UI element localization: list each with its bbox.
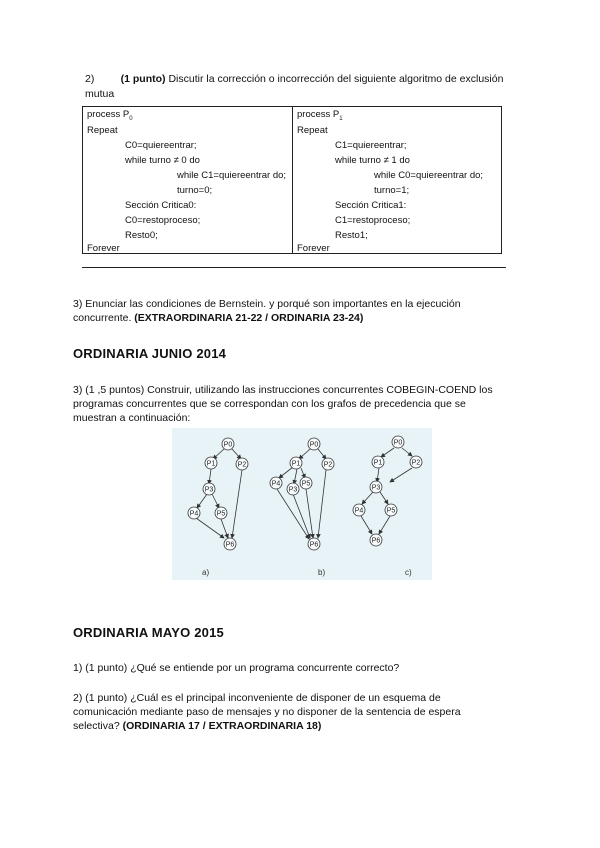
graph-caption-b: b): [318, 568, 326, 577]
code-line: C0=restoproceso;: [125, 215, 201, 226]
code-line: Forever: [87, 243, 120, 254]
graph-caption-a: a): [202, 568, 210, 577]
node-label: P2: [411, 459, 421, 467]
question-text: Discutir la corrección o incorrección del siguiente algoritmo de exclusión: [168, 73, 504, 85]
question-text-continued: mutua: [85, 88, 115, 100]
correct-program-question: 1) (1 punto) ¿Qué se entiende por un programa concurrente correcto?: [73, 662, 400, 674]
section-heading-2014: ORDINARIA JUNIO 2014: [73, 346, 227, 361]
node-label: P1: [373, 459, 383, 467]
node-label: P3: [288, 486, 298, 494]
question-2-header: [85, 72, 515, 102]
node-label: P6: [309, 541, 319, 549]
node-label: P1: [291, 460, 301, 468]
exam-tag: (EXTRAORDINARIA 21-22 / ORDINARIA 23-24): [134, 312, 364, 324]
section-heading-2015: ORDINARIA MAYO 2015: [73, 625, 224, 640]
code-line: while turno ≠ 1 do: [335, 155, 410, 166]
cobegin-question: 3) (1 ,5 puntos) Construir, utilizando las instrucciones concurrentes COBEGIN-COEND los programas concurrentes que se correspondan con los grafos de precedencia que se muestran a continuación:: [73, 384, 493, 424]
question-number: 2): [85, 73, 95, 85]
code-line: Repeat: [87, 125, 118, 136]
divider: [82, 267, 506, 268]
message-passing-question: 2) (1 punto) ¿Cuál es el principal inconveniente de disponer de un esquema de comunicación mediante paso de mensajes y no disponer de la sentencia de espera selectiva? (ORDINARIA 17 / EXTRAORDINARIA 18): [73, 692, 461, 732]
node-label: P3: [371, 484, 381, 492]
code-line: Sección Critica0:: [125, 200, 197, 211]
node-label: P6: [225, 541, 235, 549]
code-table: [82, 106, 502, 254]
node-label: P5: [301, 480, 311, 488]
code-line: Repeat: [297, 125, 328, 136]
code-line: turno=0;: [177, 185, 213, 196]
code-line: while turno ≠ 0 do: [125, 155, 200, 166]
code-line: Resto1;: [335, 230, 368, 241]
code-column-p0: [83, 107, 293, 253]
code-line: Forever: [297, 243, 330, 254]
node-label: P4: [354, 507, 364, 515]
node-label: P6: [371, 537, 381, 545]
code-line: Sección Critica1:: [335, 200, 407, 211]
code-line: while C1=quiereentrar do;: [177, 170, 287, 181]
node-label: P2: [323, 461, 333, 469]
node-label: P5: [386, 507, 396, 515]
code-line: C0=quiereentrar;: [125, 140, 197, 151]
process-header: process $P_0$: [87, 109, 133, 122]
graph-caption-c: c): [405, 568, 412, 577]
precedence-graphs-figure: [172, 428, 432, 580]
node-label: P0: [393, 439, 403, 447]
process-header: process $P_1$: [297, 109, 343, 122]
exam-tag: (ORDINARIA 17 / EXTRAORDINARIA 18): [122, 720, 322, 732]
node-label: P0: [223, 441, 233, 449]
node-label: P5: [216, 510, 226, 518]
node-label: P0: [309, 441, 319, 449]
code-line: while C0=quiereentrar do;: [374, 170, 484, 181]
question-points: (1 punto): [120, 73, 166, 85]
bernstein-question: 3) Enunciar las condiciones de Bernstein. y porqué son importantes en la ejecución concurrente. (EXTRAORDINARIA 21-22 / ORDINARIA 23-24): [73, 298, 461, 324]
precedence-graphs-svg: [172, 428, 432, 580]
node-label: P2: [237, 461, 247, 469]
node-label: P4: [189, 510, 199, 518]
code-line: C1=restoproceso;: [335, 215, 411, 226]
code-column-p1: [292, 107, 501, 253]
code-line: C1=quiereentrar;: [335, 140, 407, 151]
node-label: P4: [271, 480, 281, 488]
code-line: turno=1;: [374, 185, 410, 196]
node-label: P1: [206, 460, 216, 468]
code-line: Resto0;: [125, 230, 158, 241]
node-label: P3: [204, 486, 214, 494]
